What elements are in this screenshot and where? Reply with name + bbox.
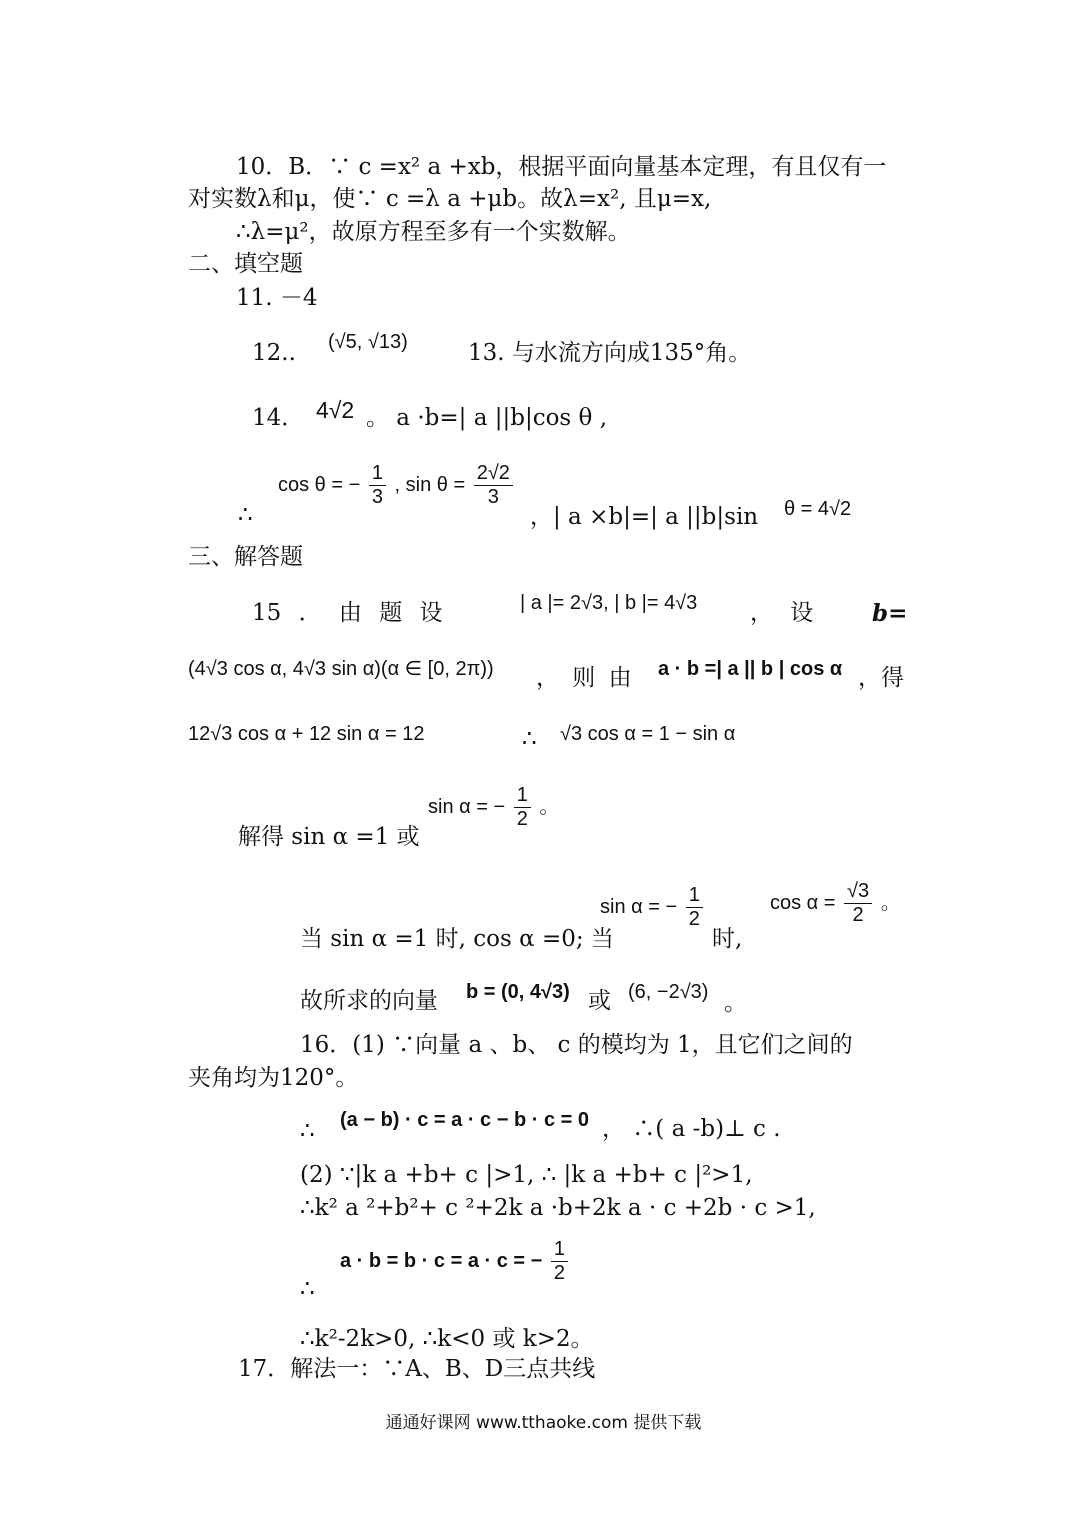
- fraction-one-half: [551, 1238, 568, 1285]
- numerator: 1: [514, 784, 531, 808]
- fraction-one-half: [514, 784, 531, 831]
- problem-16-line-2: 夹角均为120°。: [188, 1065, 359, 1091]
- cos-sin-theta-formula: [278, 462, 516, 509]
- denominator: 2: [852, 904, 864, 926]
- numerator: √3: [844, 880, 872, 904]
- cos-alpha-lhs: cos α =: [770, 891, 836, 914]
- problem-15-intro: 15 ． 由 题 设: [252, 600, 443, 626]
- therefore-symbol-3: ∴: [300, 1118, 315, 1144]
- problem-15-cases: 当 sin α =1 时, cos α =0; 当: [300, 926, 614, 952]
- numerator: 1: [551, 1238, 568, 1262]
- sin-alpha-lhs: sin α = −: [600, 895, 678, 918]
- problem-10-line-3: ∴λ=μ²，故原方程至多有一个实数解。: [236, 219, 631, 245]
- cross-product-expression: ，| a ×b|=| a ||b|sin: [530, 504, 759, 530]
- numerator: 2√2: [474, 462, 513, 486]
- denominator: 3: [487, 486, 499, 508]
- problem-16-line-1: 16．(1) ∵向量 a 、b、 c 的模均为 1，且它们之间的: [300, 1032, 853, 1058]
- problem-16-result: ∴k²-2k>0, ∴k<0 或 k>2。: [300, 1326, 594, 1352]
- section-heading-solutions: 三、解答题: [188, 544, 303, 570]
- section-heading-fill-blank: 二、填空题: [188, 251, 303, 277]
- period: 。: [539, 795, 560, 818]
- fraction-one-half: [686, 884, 703, 931]
- therefore-symbol: ∴: [238, 502, 253, 528]
- therefore-symbol-4: ∴: [300, 1276, 315, 1302]
- cos-alpha-value: [770, 880, 901, 927]
- problem-11: 11. －4: [236, 285, 318, 311]
- problem-16-perpendicular: ， ∴( a -b)⊥ c .: [602, 1116, 781, 1142]
- dot-equalities-lhs: a · b = b · c = a · c = −: [340, 1249, 543, 1272]
- problem-15-equation-1: 12√3 cos α + 12 sin α = 12: [188, 723, 425, 745]
- problem-10-line-2: 对实数λ和μ，使∵ c =λ a +μb。故λ=x², 且μ=x,: [188, 186, 712, 212]
- denominator: 2: [553, 1262, 565, 1284]
- sin-alpha-negative-half: [428, 784, 559, 831]
- footer-watermark: 通通好课网 www.tthaoke.com 提供下载: [385, 1413, 702, 1433]
- fraction-one-third: [369, 462, 386, 509]
- numerator: 1: [686, 884, 703, 908]
- problem-15-get: ，得: [858, 665, 904, 691]
- period: 。: [880, 891, 901, 914]
- or-word: 或: [588, 988, 611, 1014]
- problem-15-b-definition: (4√3 cos α, 4√3 sin α)(α ∈ [0, 2π)): [188, 658, 494, 680]
- therefore-symbol-2: ∴: [522, 726, 537, 752]
- numerator: 1: [369, 462, 386, 486]
- denominator: 2: [688, 908, 700, 930]
- problem-14-label: 14．: [252, 405, 305, 431]
- problem-15-let: ， 设: [750, 600, 814, 626]
- period: 。: [724, 990, 747, 1016]
- problem-16-equation: (a − b) · c = a · c − b · c = 0: [340, 1109, 589, 1131]
- problem-12-label: 12..: [252, 340, 296, 366]
- problem-15-dot-formula: a · b =| a || b | cos α: [658, 658, 843, 680]
- cross-product-result: θ = 4√2: [784, 498, 852, 520]
- problem-14-answer: 4√2: [316, 397, 355, 423]
- problem-16-part-2: (2) ∵|k a +b+ c |>1, ∴ |k a +b+ c |²>1,: [300, 1162, 753, 1188]
- problem-15-b-var: b=: [872, 600, 908, 627]
- problem-15-magnitudes: | a |= 2√3, | b |= 4√3: [520, 592, 698, 614]
- denominator: 2: [516, 808, 528, 830]
- sin-alpha-case-2: [600, 884, 706, 931]
- problem-15-when: 时,: [712, 926, 743, 952]
- vector-b-answer-2: (6, −2√3): [628, 981, 709, 1003]
- problem-16-dot-equalities: [340, 1238, 571, 1285]
- cos-theta-lhs: cos θ = −: [278, 473, 361, 496]
- sin-alpha-lhs: sin α = −: [428, 795, 506, 818]
- vector-b-answer-1: b = (0, 4√3): [466, 981, 570, 1003]
- denominator: 3: [371, 486, 383, 508]
- problem-13: 13. 与水流方向成135°角。: [468, 340, 752, 366]
- problem-17-intro: 17．解法一：∵A、B、D三点共线: [238, 1356, 596, 1382]
- problem-16-expansion: ∴k² a ²+b²+ c ²+2k a ·b+2k a · c +2b · c >1,: [300, 1195, 816, 1221]
- problem-10-line-1: 10．B．∵ c =x² a +xb，根据平面向量基本定理，有且仅有一: [236, 154, 887, 180]
- fraction-sqrt3-over-2: [844, 880, 872, 927]
- problem-15-solve-line: 解得 sin α =1 或: [238, 824, 420, 850]
- problem-15-conclusion: 故所求的向量: [300, 988, 438, 1014]
- problem-15-then-by: ， 则 由: [536, 665, 632, 691]
- problem-14-dot-product: 。 a ·b=| a ||b|cos θ ,: [366, 405, 608, 431]
- problem-15-equation-2: √3 cos α = 1 − sin α: [560, 723, 736, 745]
- fraction-2sqrt2-over-3: [474, 462, 513, 509]
- problem-12-answer: (√5, √13): [328, 331, 408, 353]
- sin-theta-lhs: , sin θ =: [394, 473, 466, 496]
